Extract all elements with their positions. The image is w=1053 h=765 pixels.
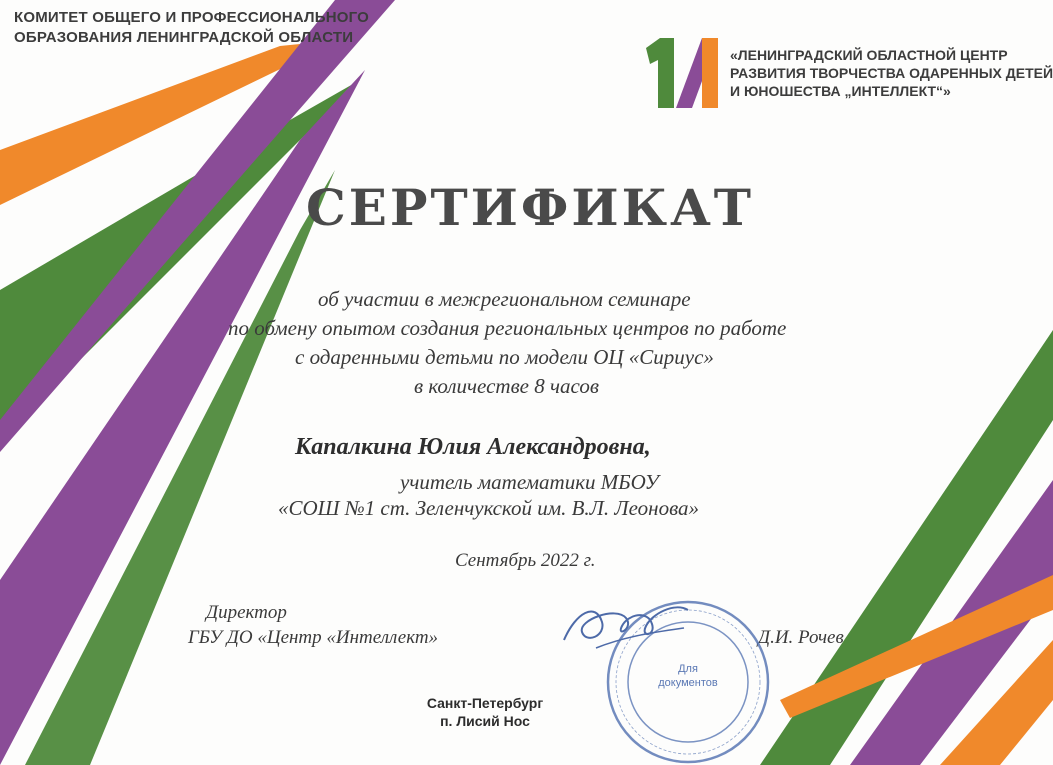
city-line-2: п. Лисий Нос: [440, 713, 530, 729]
center-line-2: РАЗВИТИЯ ТВОРЧЕСТВА ОДАРЕННЫХ ДЕТЕЙ: [730, 65, 1053, 81]
description-line-3: с одаренными детьми по модели ОЦ «Сириус»: [295, 345, 714, 369]
signatory-name: Д.И. Рочев: [758, 627, 844, 648]
signatory-title-line-1: Директор: [206, 602, 287, 623]
committee-header: [14, 8, 369, 48]
recipient-name: Капалкина Юлия Александровна,: [295, 434, 651, 460]
location: [420, 694, 550, 730]
city-line-1: Санкт-Петербург: [426, 695, 544, 711]
committee-line-1: КОМИТЕТ ОБЩЕГО И ПРОФЕССИОНАЛЬНОГО: [14, 9, 370, 26]
committee-line-2: ОБРАЗОВАНИЯ ЛЕНИНГРАДСКОЙ ОБЛАСТИ: [14, 29, 354, 46]
signatory-title-line-2: ГБУ ДО «Центр «Интеллект»: [188, 627, 439, 648]
position-line-2: «СОШ №1 ст. Зеленчукской им. В.Л. Леонова»: [278, 496, 700, 520]
center-line-3: И ЮНОШЕСТВА „ИНТЕЛЛЕКТ“»: [730, 83, 951, 99]
certificate-title: СЕРТИФИКАТ: [305, 178, 755, 237]
issue-date: Сентябрь 2022 г.: [455, 550, 596, 571]
center-line-1: «ЛЕНИНГРАДСКИЙ ОБЛАСТНОЙ ЦЕНТР: [730, 47, 1008, 63]
position-line-1: учитель математики МБОУ: [400, 470, 659, 494]
stamp-text-line-2: документов: [658, 677, 718, 689]
intellekt-logo-icon: [646, 38, 718, 108]
description-line-2: по обмену опытом создания региональных центров по работе: [228, 316, 787, 340]
signature-icon: [556, 592, 696, 662]
description-line-1: об участии в межрегиональном семинаре: [318, 287, 691, 311]
center-header: [730, 46, 1053, 100]
description-line-4: в количестве 8 часов: [414, 374, 599, 398]
stamp-text-line-1: Для: [678, 663, 698, 675]
